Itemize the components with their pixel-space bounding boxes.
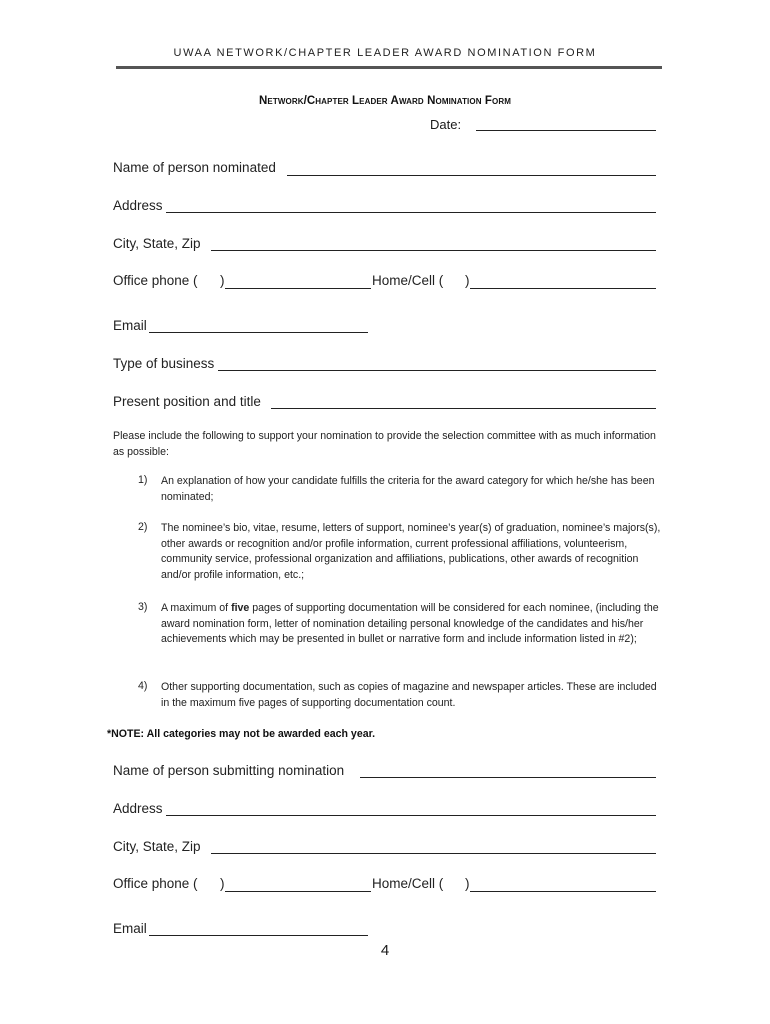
nominee-position-field[interactable]: [271, 408, 656, 409]
item-3-emphasis: five: [231, 602, 250, 614]
item-2-number: 2): [138, 521, 148, 533]
submitter-email-label: Email: [113, 921, 147, 936]
submitter-email-field[interactable]: [149, 935, 368, 936]
nominee-name-field[interactable]: [287, 175, 656, 176]
nominee-city-field[interactable]: [211, 250, 656, 251]
nominee-home-cell-field[interactable]: [470, 288, 656, 289]
item-2-text: The nominee’s bio, vitae, resume, letters of support, nominee’s year(s) of graduation, nominee’s majors(s), other awards or recognition and/or profile information, current professional affiliations, volunteerism, community service, professional organization and affiliations, publications, other awards of recognition and/or profile information, etc.;: [161, 522, 661, 581]
item-3-text-start: A maximum of: [161, 602, 232, 614]
nominee-email-field[interactable]: [149, 332, 368, 333]
submitter-office-paren: ): [220, 876, 225, 891]
submitter-address-label: Address: [113, 801, 163, 816]
nominee-address-field[interactable]: [166, 212, 656, 213]
submitter-home-cell-label: Home/Cell (: [372, 876, 444, 891]
date-label: Date:: [430, 117, 462, 132]
item-4-text: Other supporting documentation, such as copies of magazine and newspaper articles. These are included in the maximum five pages of supporting documentation count.: [161, 681, 657, 709]
item-1-number: 1): [138, 474, 148, 486]
nominee-office-phone-label: Office phone (: [113, 273, 198, 288]
form-title: Network/Chapter Leader Award Nomination Form: [259, 95, 511, 107]
nominee-address-label: Address: [113, 198, 163, 213]
submitter-city-label: City, State, Zip: [113, 839, 201, 854]
item-4-number: 4): [138, 680, 148, 692]
item-3-text-end: pages of supporting documentation will be considered for each nominee, (including the award nomination form, letter of nomination detailing personal knowledge of the candidates and his/her achievements which may be presented in bullet or narrative form and include information listed in #2);: [161, 602, 659, 646]
submitter-office-phone-label: Office phone (: [113, 876, 198, 891]
submitter-name-label: Name of person submitting nomination: [113, 763, 345, 778]
categories-note: *NOTE: All categories may not be awarded each year.: [107, 728, 376, 740]
nominee-business-field[interactable]: [218, 370, 656, 371]
item-3-text: [161, 601, 661, 648]
nominee-home-paren: ): [465, 273, 470, 288]
item-1-text: An explanation of how your candidate fulfills the criteria for the award category for which he/she has been nominated;: [161, 475, 655, 503]
nominee-office-paren: ): [220, 273, 225, 288]
submitter-office-phone-field[interactable]: [225, 891, 371, 892]
nominee-home-cell-label: Home/Cell (: [372, 273, 444, 288]
submitter-home-cell-field[interactable]: [470, 891, 656, 892]
nominee-business-label: Type of business: [113, 356, 215, 371]
nominee-city-label: City, State, Zip: [113, 236, 201, 251]
submitter-city-field[interactable]: [211, 853, 656, 854]
nominee-name-label: Name of person nominated: [113, 160, 276, 175]
instructions-intro: Please include the following to support your nomination to provide the selection committee with as much information as possible:: [113, 430, 656, 458]
date-field[interactable]: [476, 130, 656, 131]
submitter-address-field[interactable]: [166, 815, 656, 816]
header-rule: [116, 66, 662, 69]
nominee-email-label: Email: [113, 318, 147, 333]
nominee-office-phone-field[interactable]: [225, 288, 371, 289]
submitter-name-field[interactable]: [360, 777, 656, 778]
nominee-position-label: Present position and title: [113, 394, 261, 409]
running-header: UWAA NETWORK/CHAPTER LEADER AWARD NOMINATION FORM: [173, 47, 597, 59]
submitter-home-paren: ): [465, 876, 470, 891]
item-3-number: 3): [138, 601, 148, 613]
page-number: 4: [380, 942, 390, 959]
